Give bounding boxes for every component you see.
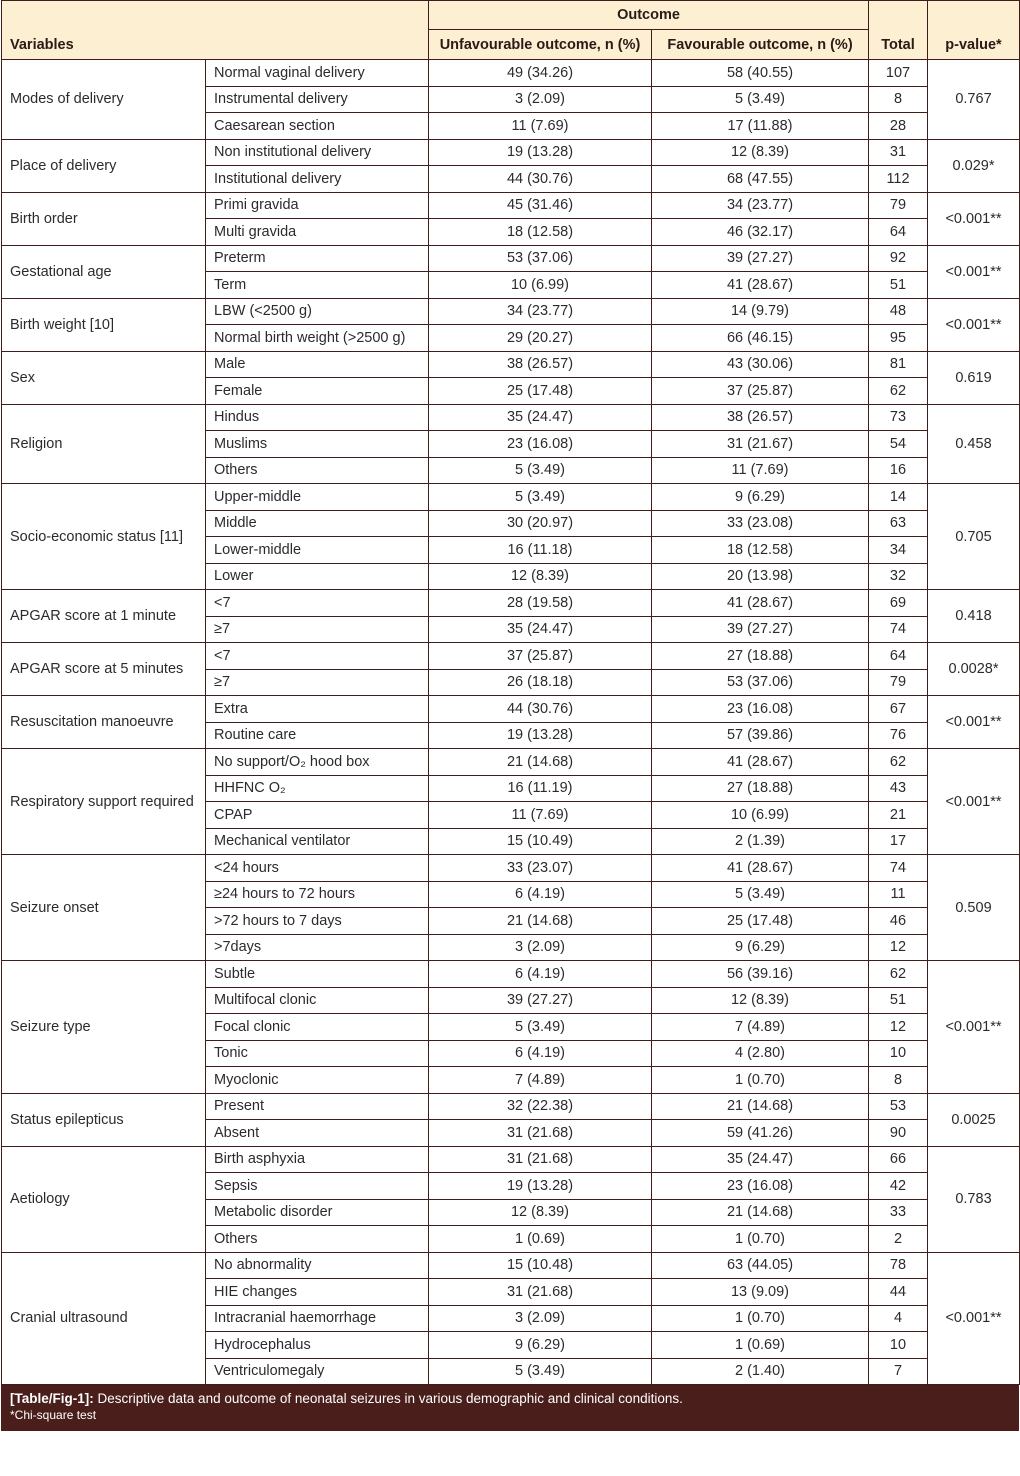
category-label: Normal vaginal delivery [206, 60, 429, 87]
data-table [1, 0, 1020, 1385]
total-value: 7 [869, 1358, 928, 1385]
variable-name: Sex [2, 351, 206, 404]
favourable-value: 39 (27.27) [652, 616, 869, 643]
favourable-value: 12 (8.39) [652, 139, 869, 166]
total-value: 112 [869, 166, 928, 193]
unfavourable-value: 38 (26.57) [429, 351, 652, 378]
category-label: Caesarean section [206, 113, 429, 140]
unfavourable-value: 26 (18.18) [429, 669, 652, 696]
variable-name: Place of delivery [2, 139, 206, 192]
p-value: 0.767 [928, 60, 1020, 140]
variable-name: Modes of delivery [2, 60, 206, 140]
category-label: Middle [206, 510, 429, 537]
unfavourable-value: 44 (30.76) [429, 166, 652, 193]
favourable-value: 17 (11.88) [652, 113, 869, 140]
category-label: Preterm [206, 245, 429, 272]
total-value: 12 [869, 934, 928, 961]
variable-name: Religion [2, 404, 206, 484]
category-label: Instrumental delivery [206, 86, 429, 113]
category-label: Normal birth weight (>2500 g) [206, 325, 429, 352]
category-label: Institutional delivery [206, 166, 429, 193]
total-value: 76 [869, 722, 928, 749]
category-label: Sepsis [206, 1173, 429, 1200]
category-label: No abnormality [206, 1252, 429, 1279]
unfavourable-value: 3 (2.09) [429, 1305, 652, 1332]
total-value: 51 [869, 272, 928, 299]
category-label: Focal clonic [206, 1014, 429, 1041]
category-label: HHFNC O₂ [206, 775, 429, 802]
favourable-value: 2 (1.40) [652, 1358, 869, 1385]
total-value: 90 [869, 1120, 928, 1147]
category-label: Myoclonic [206, 1067, 429, 1094]
p-value: <0.001** [928, 245, 1020, 298]
unfavourable-value: 5 (3.49) [429, 457, 652, 484]
category-label: Upper-middle [206, 484, 429, 511]
category-label: Subtle [206, 961, 429, 988]
favourable-value: 39 (27.27) [652, 245, 869, 272]
variable-name: Status epilepticus [2, 1093, 206, 1146]
favourable-value: 21 (14.68) [652, 1199, 869, 1226]
total-value: 73 [869, 404, 928, 431]
favourable-value: 9 (6.29) [652, 934, 869, 961]
header-pvalue: p-value* [928, 1, 1020, 60]
table-row [2, 404, 1020, 431]
variable-name: Respiratory support required [2, 749, 206, 855]
unfavourable-value: 33 (23.07) [429, 855, 652, 882]
unfavourable-value: 53 (37.06) [429, 245, 652, 272]
category-label: No support/O₂ hood box [206, 749, 429, 776]
table-row [2, 590, 1020, 617]
unfavourable-value: 11 (7.69) [429, 113, 652, 140]
favourable-value: 5 (3.49) [652, 86, 869, 113]
category-label: <7 [206, 643, 429, 670]
unfavourable-value: 19 (13.28) [429, 139, 652, 166]
category-label: Others [206, 1226, 429, 1253]
favourable-value: 1 (0.70) [652, 1226, 869, 1253]
unfavourable-value: 31 (21.68) [429, 1279, 652, 1306]
unfavourable-value: 5 (3.49) [429, 1014, 652, 1041]
category-label: CPAP [206, 802, 429, 829]
category-label: Others [206, 457, 429, 484]
caption-label: [Table/Fig-1]: [10, 1391, 94, 1406]
total-value: 64 [869, 643, 928, 670]
favourable-value: 46 (32.17) [652, 219, 869, 246]
unfavourable-value: 44 (30.76) [429, 696, 652, 723]
category-label: Birth asphyxia [206, 1146, 429, 1173]
category-label: Term [206, 272, 429, 299]
table-row [2, 60, 1020, 87]
unfavourable-value: 15 (10.48) [429, 1252, 652, 1279]
total-value: 14 [869, 484, 928, 511]
total-value: 34 [869, 537, 928, 564]
favourable-value: 2 (1.39) [652, 828, 869, 855]
unfavourable-value: 19 (13.28) [429, 1173, 652, 1200]
variable-name: Aetiology [2, 1146, 206, 1252]
favourable-value: 63 (44.05) [652, 1252, 869, 1279]
p-value: 0.509 [928, 855, 1020, 961]
favourable-value: 31 (21.67) [652, 431, 869, 458]
unfavourable-value: 12 (8.39) [429, 563, 652, 590]
category-label: Non institutional delivery [206, 139, 429, 166]
total-value: 10 [869, 1332, 928, 1359]
p-value: <0.001** [928, 749, 1020, 855]
variable-name: APGAR score at 1 minute [2, 590, 206, 643]
favourable-value: 25 (17.48) [652, 908, 869, 935]
favourable-value: 10 (6.99) [652, 802, 869, 829]
total-value: 62 [869, 749, 928, 776]
p-value: 0.458 [928, 404, 1020, 484]
variable-name: Seizure onset [2, 855, 206, 961]
total-value: 33 [869, 1199, 928, 1226]
unfavourable-value: 6 (4.19) [429, 881, 652, 908]
total-value: 46 [869, 908, 928, 935]
favourable-value: 23 (16.08) [652, 1173, 869, 1200]
favourable-value: 59 (41.26) [652, 1120, 869, 1147]
total-value: 74 [869, 616, 928, 643]
total-value: 62 [869, 961, 928, 988]
favourable-value: 27 (18.88) [652, 775, 869, 802]
category-label: Metabolic disorder [206, 1199, 429, 1226]
variable-name: Resuscitation manoeuvre [2, 696, 206, 749]
favourable-value: 43 (30.06) [652, 351, 869, 378]
total-value: 74 [869, 855, 928, 882]
table-row [2, 298, 1020, 325]
unfavourable-value: 31 (21.68) [429, 1146, 652, 1173]
total-value: 8 [869, 1067, 928, 1094]
category-label: Male [206, 351, 429, 378]
total-value: 21 [869, 802, 928, 829]
total-value: 10 [869, 1040, 928, 1067]
p-value: 0.705 [928, 484, 1020, 590]
unfavourable-value: 6 (4.19) [429, 961, 652, 988]
favourable-value: 41 (28.67) [652, 855, 869, 882]
total-value: 107 [869, 60, 928, 87]
total-value: 79 [869, 669, 928, 696]
table-row [2, 351, 1020, 378]
favourable-value: 1 (0.69) [652, 1332, 869, 1359]
table-row [2, 139, 1020, 166]
total-value: 53 [869, 1093, 928, 1120]
table-row [2, 696, 1020, 723]
total-value: 67 [869, 696, 928, 723]
favourable-value: 68 (47.55) [652, 166, 869, 193]
unfavourable-value: 5 (3.49) [429, 1358, 652, 1385]
total-value: 92 [869, 245, 928, 272]
total-value: 44 [869, 1279, 928, 1306]
total-value: 69 [869, 590, 928, 617]
category-label: ≥7 [206, 669, 429, 696]
total-value: 4 [869, 1305, 928, 1332]
header-outcome: Outcome [429, 1, 869, 30]
total-value: 11 [869, 881, 928, 908]
category-label: Female [206, 378, 429, 405]
favourable-value: 41 (28.67) [652, 749, 869, 776]
unfavourable-value: 25 (17.48) [429, 378, 652, 405]
table-row [2, 1093, 1020, 1120]
category-label: Lower [206, 563, 429, 590]
favourable-value: 34 (23.77) [652, 192, 869, 219]
favourable-value: 35 (24.47) [652, 1146, 869, 1173]
unfavourable-value: 1 (0.69) [429, 1226, 652, 1253]
category-label: Hydrocephalus [206, 1332, 429, 1359]
category-label: Ventriculomegaly [206, 1358, 429, 1385]
header-variables: Variables [2, 1, 429, 60]
category-label: ≥24 hours to 72 hours [206, 881, 429, 908]
table-row [2, 192, 1020, 219]
table-row [2, 855, 1020, 882]
total-value: 79 [869, 192, 928, 219]
unfavourable-value: 9 (6.29) [429, 1332, 652, 1359]
p-value: <0.001** [928, 696, 1020, 749]
unfavourable-value: 45 (31.46) [429, 192, 652, 219]
category-label: Absent [206, 1120, 429, 1147]
total-value: 16 [869, 457, 928, 484]
category-label: Intracranial haemorrhage [206, 1305, 429, 1332]
unfavourable-value: 23 (16.08) [429, 431, 652, 458]
total-value: 8 [869, 86, 928, 113]
table-header [2, 1, 1020, 60]
total-value: 51 [869, 987, 928, 1014]
table-row [2, 1252, 1020, 1279]
total-value: 12 [869, 1014, 928, 1041]
total-value: 95 [869, 325, 928, 352]
table-figure [1, 0, 1019, 1431]
unfavourable-value: 49 (34.26) [429, 60, 652, 87]
unfavourable-value: 32 (22.38) [429, 1093, 652, 1120]
total-value: 48 [869, 298, 928, 325]
category-label: Tonic [206, 1040, 429, 1067]
unfavourable-value: 5 (3.49) [429, 484, 652, 511]
unfavourable-value: 16 (11.19) [429, 775, 652, 802]
favourable-value: 33 (23.08) [652, 510, 869, 537]
unfavourable-value: 35 (24.47) [429, 616, 652, 643]
unfavourable-value: 37 (25.87) [429, 643, 652, 670]
total-value: 2 [869, 1226, 928, 1253]
favourable-value: 5 (3.49) [652, 881, 869, 908]
favourable-value: 66 (46.15) [652, 325, 869, 352]
favourable-value: 13 (9.09) [652, 1279, 869, 1306]
total-value: 81 [869, 351, 928, 378]
total-value: 78 [869, 1252, 928, 1279]
table-row [2, 961, 1020, 988]
favourable-value: 37 (25.87) [652, 378, 869, 405]
table-row [2, 1146, 1020, 1173]
category-label: Routine care [206, 722, 429, 749]
favourable-value: 21 (14.68) [652, 1093, 869, 1120]
favourable-value: 53 (37.06) [652, 669, 869, 696]
favourable-value: 9 (6.29) [652, 484, 869, 511]
table-row [2, 643, 1020, 670]
category-label: LBW (<2500 g) [206, 298, 429, 325]
favourable-value: 12 (8.39) [652, 987, 869, 1014]
total-value: 43 [869, 775, 928, 802]
unfavourable-value: 18 (12.58) [429, 219, 652, 246]
table-caption [1, 1385, 1019, 1431]
favourable-value: 56 (39.16) [652, 961, 869, 988]
p-value: <0.001** [928, 961, 1020, 1094]
p-value: <0.001** [928, 1252, 1020, 1385]
category-label: Multifocal clonic [206, 987, 429, 1014]
category-label: Primi gravida [206, 192, 429, 219]
category-label: >7days [206, 934, 429, 961]
variable-name: Gestational age [2, 245, 206, 298]
favourable-value: 57 (39.86) [652, 722, 869, 749]
category-label: Multi gravida [206, 219, 429, 246]
category-label: Hindus [206, 404, 429, 431]
table-row [2, 749, 1020, 776]
variable-name: Birth weight [10] [2, 298, 206, 351]
favourable-value: 7 (4.89) [652, 1014, 869, 1041]
category-label: Mechanical ventilator [206, 828, 429, 855]
total-value: 54 [869, 431, 928, 458]
favourable-value: 11 (7.69) [652, 457, 869, 484]
p-value: <0.001** [928, 192, 1020, 245]
unfavourable-value: 21 (14.68) [429, 908, 652, 935]
unfavourable-value: 19 (13.28) [429, 722, 652, 749]
caption-text: Descriptive data and outcome of neonatal seizures in various demographic and clinical conditions. [97, 1391, 683, 1406]
variable-name: Cranial ultrasound [2, 1252, 206, 1385]
unfavourable-value: 28 (19.58) [429, 590, 652, 617]
category-label: Muslims [206, 431, 429, 458]
unfavourable-value: 12 (8.39) [429, 1199, 652, 1226]
unfavourable-value: 6 (4.19) [429, 1040, 652, 1067]
total-value: 28 [869, 113, 928, 140]
favourable-value: 4 (2.80) [652, 1040, 869, 1067]
total-value: 64 [869, 219, 928, 246]
favourable-value: 20 (13.98) [652, 563, 869, 590]
total-value: 17 [869, 828, 928, 855]
variable-name: Seizure type [2, 961, 206, 1094]
unfavourable-value: 16 (11.18) [429, 537, 652, 564]
category-label: <7 [206, 590, 429, 617]
favourable-value: 1 (0.70) [652, 1305, 869, 1332]
table-body [2, 60, 1020, 1385]
variable-name: Birth order [2, 192, 206, 245]
unfavourable-value: 15 (10.49) [429, 828, 652, 855]
unfavourable-value: 10 (6.99) [429, 272, 652, 299]
category-label: Present [206, 1093, 429, 1120]
header-total: Total [869, 1, 928, 60]
favourable-value: 27 (18.88) [652, 643, 869, 670]
unfavourable-value: 3 (2.09) [429, 934, 652, 961]
table-row [2, 245, 1020, 272]
favourable-value: 18 (12.58) [652, 537, 869, 564]
total-value: 63 [869, 510, 928, 537]
header-favourable: Favourable outcome, n (%) [652, 30, 869, 60]
caption-note: *Chi-square test [10, 1408, 97, 1422]
category-label: ≥7 [206, 616, 429, 643]
table-row [2, 484, 1020, 511]
total-value: 31 [869, 139, 928, 166]
favourable-value: 58 (40.55) [652, 60, 869, 87]
p-value: 0.029* [928, 139, 1020, 192]
p-value: 0.0025 [928, 1093, 1020, 1146]
unfavourable-value: 3 (2.09) [429, 86, 652, 113]
category-label: <24 hours [206, 855, 429, 882]
total-value: 62 [869, 378, 928, 405]
unfavourable-value: 7 (4.89) [429, 1067, 652, 1094]
unfavourable-value: 30 (20.97) [429, 510, 652, 537]
total-value: 66 [869, 1146, 928, 1173]
favourable-value: 41 (28.67) [652, 272, 869, 299]
unfavourable-value: 29 (20.27) [429, 325, 652, 352]
unfavourable-value: 31 (21.68) [429, 1120, 652, 1147]
category-label: HIE changes [206, 1279, 429, 1306]
total-value: 32 [869, 563, 928, 590]
p-value: <0.001** [928, 298, 1020, 351]
favourable-value: 1 (0.70) [652, 1067, 869, 1094]
favourable-value: 23 (16.08) [652, 696, 869, 723]
p-value: 0.619 [928, 351, 1020, 404]
favourable-value: 14 (9.79) [652, 298, 869, 325]
total-value: 42 [869, 1173, 928, 1200]
unfavourable-value: 39 (27.27) [429, 987, 652, 1014]
p-value: 0.783 [928, 1146, 1020, 1252]
unfavourable-value: 21 (14.68) [429, 749, 652, 776]
p-value: 0.418 [928, 590, 1020, 643]
p-value: 0.0028* [928, 643, 1020, 696]
category-label: >72 hours to 7 days [206, 908, 429, 935]
favourable-value: 41 (28.67) [652, 590, 869, 617]
favourable-value: 38 (26.57) [652, 404, 869, 431]
variable-name: APGAR score at 5 minutes [2, 643, 206, 696]
category-label: Lower-middle [206, 537, 429, 564]
variable-name: Socio-economic status [11] [2, 484, 206, 590]
unfavourable-value: 11 (7.69) [429, 802, 652, 829]
unfavourable-value: 35 (24.47) [429, 404, 652, 431]
header-unfavourable: Unfavourable outcome, n (%) [429, 30, 652, 60]
category-label: Extra [206, 696, 429, 723]
unfavourable-value: 34 (23.77) [429, 298, 652, 325]
